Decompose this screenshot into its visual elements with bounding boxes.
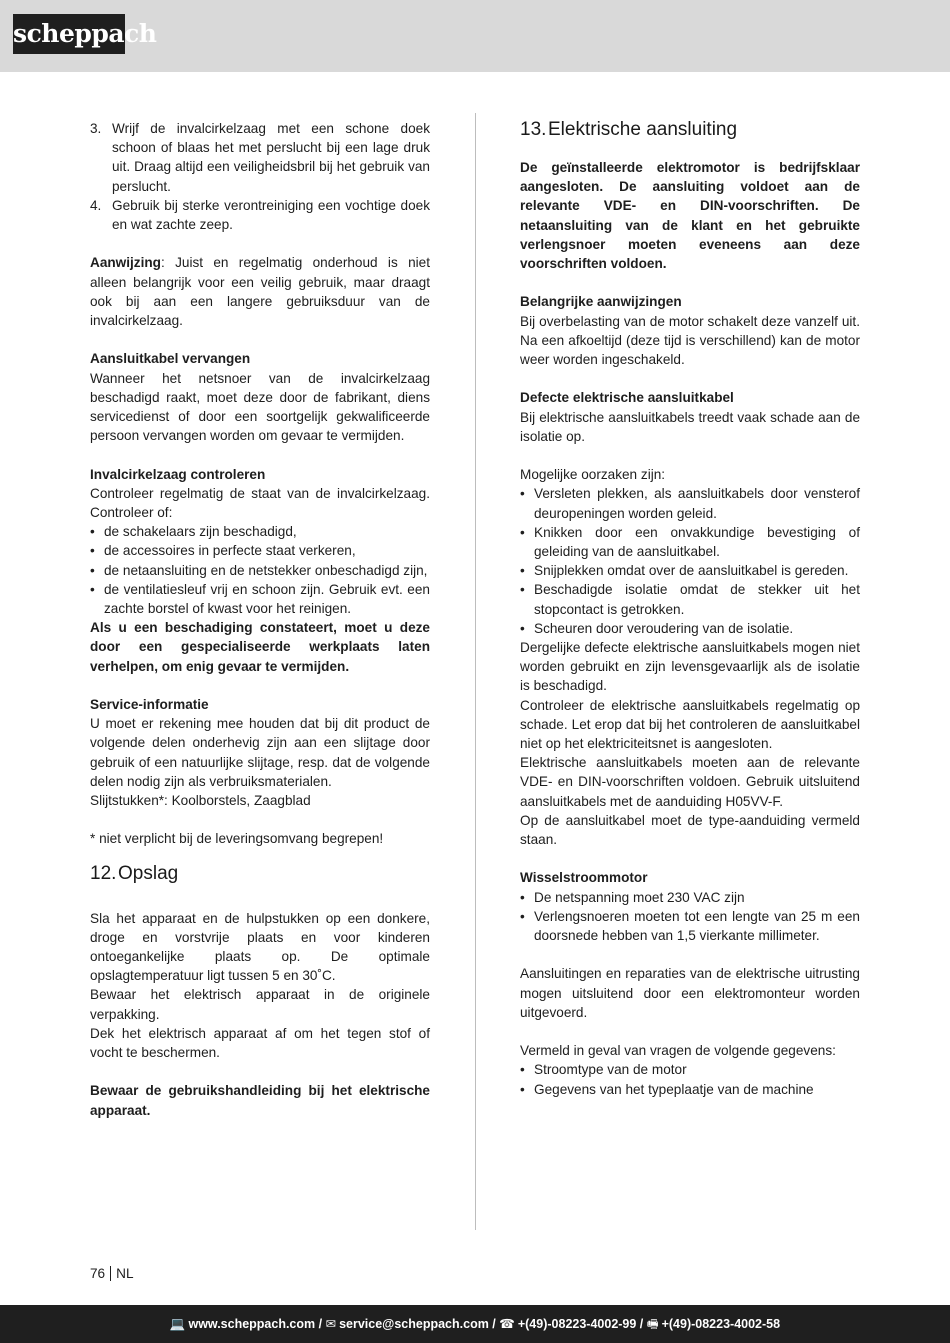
storage-text-3: Dek het elektrisch apparaat af om het tegen stof of vocht te beschermen. bbox=[90, 1025, 430, 1061]
list-item: • De netspanning moet 230 VAC zijn bbox=[520, 888, 860, 907]
scheppach-logo: scheppach bbox=[13, 14, 125, 54]
list-item: • Knikken door een onvakkundige bevestiging of geleiding van de aansluitkabel. bbox=[520, 524, 860, 560]
info-intro: Vermeld in geval van vragen de volgende gegevens: bbox=[520, 1043, 836, 1059]
list-item: • Scheuren door veroudering van de isolatie. bbox=[520, 619, 860, 638]
bullet-icon: • bbox=[520, 563, 525, 579]
list-item: • de ventilatiesleuf vrij en schoon zijn. Gebruik evt. een zachte borstel of kwast voor het reinigen. bbox=[90, 581, 430, 617]
defect-text-4: Elektrische aansluitkabels moeten aan de relevante VDE- en DIN-voorschriften voldoen. Gebruik uitsluitend aansluitkabels met de aanduiding H05VV-F. bbox=[520, 755, 860, 809]
service-text: U moet er rekening mee houden dat bij dit product de volgende delen onderhevig zijn aan een slijtage door gebruik of een natuurlijke slijtage, resp. dat de volgende delen nodig zijn als verbruiksmaterialen. bbox=[90, 716, 430, 789]
service-heading: Service-informatie bbox=[90, 697, 209, 713]
bullet-icon: • bbox=[90, 524, 95, 540]
header-band bbox=[0, 0, 950, 72]
list-item: • Stroomtype van de motor bbox=[520, 1060, 860, 1079]
cleaning-steps bbox=[90, 119, 430, 234]
bullet-icon: • bbox=[520, 524, 525, 540]
list-item: • de schakelaars zijn beschadigd, bbox=[90, 522, 430, 541]
bullet-icon: • bbox=[520, 486, 525, 502]
page-number: 76 NL bbox=[90, 1266, 134, 1281]
list-item: • Beschadigde isolatie omdat de stekker uit het stopcontact is getrokken. bbox=[520, 582, 860, 617]
bullet-icon: • bbox=[520, 582, 525, 598]
important-heading: Belangrijke aanwijzingen bbox=[520, 294, 682, 310]
list-item: • de netaansluiting en de netstekker onbeschadigd zijn, bbox=[90, 561, 430, 580]
important-text: Bij overbelasting van de motor schakelt deze vanzelf uit. Na een afkoeltijd (deze tijd is verschillend) kan de motor weer worden ingeschakeld. bbox=[520, 313, 860, 368]
fax-icon: 🖷 bbox=[646, 1317, 659, 1331]
website-link[interactable]: www.scheppach.com / bbox=[188, 1317, 323, 1331]
storage-text-1: Sla het apparaat en de hulpstukken op een donkere, droge en vorstvrije plaats en voor kinderen ontoegankelijke plaats op. De optimale opslagtemperatuur ligt tussen 5 en 30˚C. bbox=[90, 910, 430, 984]
list-item: • Versleten plekken, als aansluitkabels door vensterof deuropeningen worden geleid. bbox=[520, 486, 860, 521]
phone-number: +(49)-08223-4002-99 / bbox=[517, 1317, 644, 1331]
cable-text: Wanneer het netsnoer van de invalcirkelzaag beschadigd raakt, moet deze door de fabrikant, diens servicedienst of door een soortgelijk gekwalificeerde persoon vervangen worden om gevaar te vermijden. bbox=[90, 370, 430, 444]
repair-text: Aansluitingen en reparaties van de elektrische uitrusting mogen uitsluitend door een elektromonteur worden uitgevoerd. bbox=[520, 966, 860, 1020]
phone-icon: ☎ bbox=[499, 1317, 515, 1331]
info-list bbox=[520, 1060, 860, 1098]
right-column bbox=[520, 119, 860, 1099]
list-item: • Verlengsnoeren moeten tot een lengte van 25 m een doorsnede hebben van 1,5 vierkante millimeter. bbox=[520, 908, 860, 944]
list-item: • Gegevens van het typeplaatje van de machine bbox=[520, 1080, 860, 1099]
fax-number: +(49)-08223-4002-58 bbox=[661, 1317, 781, 1331]
footnote: * niet verplicht bij de leveringsomvang begrepen! bbox=[90, 831, 384, 847]
ac-motor-list bbox=[520, 888, 860, 946]
page-separator bbox=[110, 1266, 111, 1281]
ac-motor-heading: Wisselstroommotor bbox=[520, 870, 648, 886]
check-list bbox=[90, 522, 430, 618]
left-column bbox=[90, 119, 430, 1120]
list-item: • de accessoires in perfecte staat verkeren, bbox=[90, 541, 430, 560]
bullet-icon: • bbox=[90, 581, 95, 597]
mail-icon: ✉ bbox=[325, 1317, 337, 1331]
step-item: 3. Wrijf de invalcirkelzaag met een schone doek schoon of blaas het met perslucht bij een lage druk uit. Draag altijd een veiligheidsbril bij het gebruik van perslucht. bbox=[90, 121, 430, 194]
laptop-icon: 💻 bbox=[169, 1317, 186, 1331]
email-link[interactable]: service@scheppach.com / bbox=[339, 1317, 496, 1331]
check-heading: Invalcirkelzaag controleren bbox=[90, 466, 266, 482]
footer-contact-bar bbox=[0, 1305, 950, 1343]
bullet-icon: • bbox=[520, 908, 525, 924]
list-item: • Snijplekken omdat over de aansluitkabel is gereden. bbox=[520, 561, 860, 580]
causes-intro: Mogelijke oorzaken zijn: bbox=[520, 467, 666, 483]
defect-text-2: Dergelijke defecte elektrische aansluitkabels mogen niet worden gebruikt en zijn levensgevaarlijk als de isolatie is beschadigd. bbox=[520, 640, 860, 694]
defect-heading: Defecte elektrische aansluitkabel bbox=[520, 390, 734, 406]
bullet-icon: • bbox=[520, 1081, 525, 1097]
maintenance-note: Aanwijzing: Juist en regelmatig onderhoud is niet alleen belangrijk voor een veilig gebruik, maar draagt ook bij aan een langere gebruiksduur van de invalcirkelzaag. bbox=[90, 255, 430, 329]
storage-text-2: Bewaar het elektrisch apparaat in de originele verpakking. bbox=[90, 987, 430, 1022]
section-heading: 13.Elektrische aansluiting bbox=[520, 119, 738, 140]
bullet-icon: • bbox=[520, 1062, 525, 1078]
intro-text: De geïnstalleerde elektromotor is bedrijfsklaar aangesloten. De aansluiting voldoet aan de relevante VDE- en DIN-voorschriften. De netaansluiting van de klant en het gebruikte verlengsnoer moeten eveneens aan deze voorschriften voldoen. bbox=[520, 160, 860, 272]
check-text: Controleer regelmatig de staat van de invalcirkelzaag. Controleer of: bbox=[90, 485, 430, 521]
bullet-icon: • bbox=[90, 562, 95, 578]
bullet-icon: • bbox=[90, 543, 95, 559]
check-warning: Als u een beschadiging constateert, moet u deze door een gespecialiseerde werkplaats laten verhelpen, om enig gevaar te vermijden. bbox=[90, 620, 430, 674]
storage-heading: 12.Opslag bbox=[90, 862, 179, 884]
cable-heading: Aansluitkabel vervangen bbox=[90, 351, 251, 367]
defect-text-3: Controleer de elektrische aansluitkabels regelmatig op schade. Let erop dat bij het controleren de aansluitkabel niet op het elektriciteitsnet is aangesloten. bbox=[520, 697, 860, 752]
storage-warning: Bewaar de gebruikshandleiding bij het elektrische apparaat. bbox=[90, 1083, 430, 1118]
bullet-icon: • bbox=[520, 620, 525, 636]
step-item: 4. Gebruik bij sterke verontreiniging een vochtige doek en wat zachte zeep. bbox=[90, 197, 430, 233]
column-divider bbox=[475, 113, 476, 1230]
defect-text: Bij elektrische aansluitkabels treedt vaak schade aan de isolatie op. bbox=[520, 409, 860, 444]
bullet-icon: • bbox=[520, 889, 525, 905]
service-parts: Slijtstukken*: Koolborstels, Zaagblad bbox=[90, 793, 311, 809]
defect-text-5: Op de aansluitkabel moet de type-aanduiding vermeld staan. bbox=[520, 812, 860, 848]
causes-list bbox=[520, 484, 860, 638]
